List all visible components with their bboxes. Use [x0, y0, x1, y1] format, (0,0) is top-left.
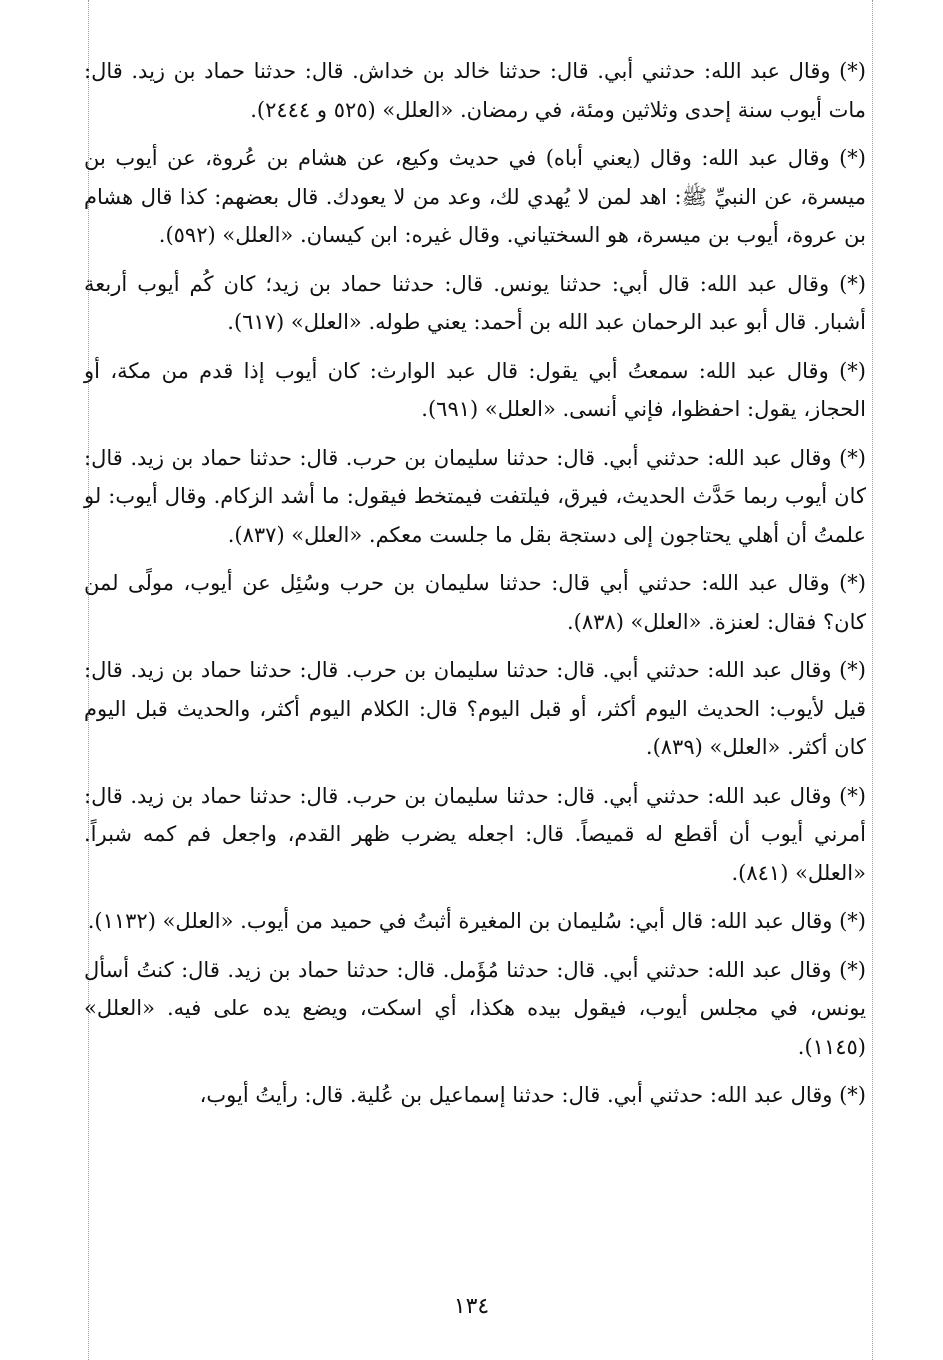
- entry-paragraph: (*) وقال عبد الله: حدثني أبي قال: حدثنا سليمان بن حرب وسُئِل عن أيوب، مولًى لمن كان؟ فقال: لعنزة. «العلل» (٨٣٨).: [84, 571, 867, 634]
- entry-paragraph: (*) وقال عبد الله: حدثني أبي. قال: حدثنا خالد بن خداش. قال: حدثنا حماد بن زيد. قال: مات أيوب سنة إحدى وثلاثين ومئة، في رمضان. «العلل» (٥٢٥ و ٢٤٤٤).: [84, 59, 866, 122]
- entry-paragraph: (*) وقال عبد الله: وقال (يعني أباه) في حديث وكيع، عن هشام بن عُروة، عن أيوب بن ميسرة، عن النبيِّ ﷺ: اهد لمن لا يُهدي لك، وعد من لا يعودك. قال بعضهم: كذا قال هشام بن عروة، أيوب بن ميسرة، هو السختياني. وقال غيره: ابن كيسان. «العلل» (٥٩٢).: [84, 146, 866, 247]
- entry-paragraph: (*) وقال عبد الله: حدثني أبي. قال: حدثنا سليمان بن حرب. قال: حدثنا حماد بن زيد. قال: قيل لأيوب: الحديث اليوم أكثر، أو قبل اليوم؟ قال: الكلام اليوم أكثر، والحديث قبل اليوم كان أكثر. «العلل» (٨٣٩).: [84, 658, 866, 759]
- page-number: ١٣٤: [453, 1294, 490, 1319]
- page-body: [84, 52, 866, 1125]
- right-margin-rule: [872, 0, 873, 1360]
- entry-paragraph: (*) وقال عبد الله: حدثني أبي. قال: حدثنا سليمان بن حرب. قال: حدثنا حماد بن زيد. قال: أمرني أيوب أن أقطع له قميصاً. قال: اجعله يضرب ظهر القدم، واجعل فم كمه شبراً. «العلل» (٨٤١).: [84, 783, 866, 885]
- entry-paragraph: (*) وقال عبد الله: حدثني أبي. قال: حدثنا سليمان بن حرب. قال: حدثنا حماد بن زيد. قال: كان أيوب ربما حَدَّث الحديث، فيرق، فيلتفت فيمتخط فيقول: ما أشد الزكام. وقال أيوب: لو علمتُ أن أهلي يحتاجون إلى دستجة بقل ما جلست معكم. «العلل» (٨٣٧).: [84, 445, 866, 547]
- entry-paragraph: (*) وقال عبد الله: حدثني أبي. قال: حدثنا مُؤَمل. قال: حدثنا حماد بن زيد. قال: كنتُ أسأل يونس، في مجلس أيوب، فيقول بيده هكذا، أي اسكت، ويضع يده على فيه. «العلل» (١١٤٥).: [84, 957, 866, 1059]
- entry-paragraph: (*) وقال عبد الله: سمعتُ أبي يقول: قال عبد الوارث: كان أيوب إذا قدم من مكة، أو الحجاز، يقول: احفظوا، فإني أنسى. «العلل» (٦٩١).: [84, 358, 866, 421]
- entry-paragraph: (*) وقال عبد الله: قال أبي: سُليمان بن المغيرة أثبتُ في حميد من أيوب. «العلل» (١١٣٢).: [87, 909, 866, 933]
- entry-paragraph: (*) وقال عبد الله: قال أبي: حدثنا يونس. قال: حدثنا حماد بن زيد؛ كان كُم أيوب أربعة أشبار. قال أبو عبد الرحمان عبد الله بن أحمد: يعني طوله. «العلل» (٦١٧).: [84, 271, 866, 334]
- entry-paragraph: (*) وقال عبد الله: حدثني أبي. قال: حدثنا إسماعيل بن عُلية. قال: رأيتُ أيوب،: [199, 1083, 866, 1107]
